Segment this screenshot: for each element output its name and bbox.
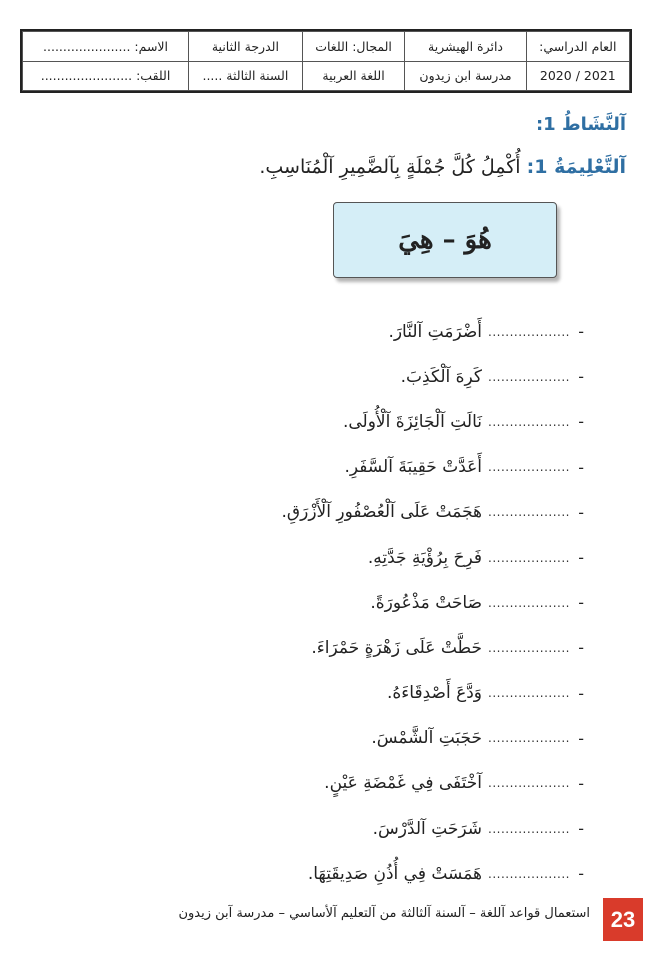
list-dash: - [578,638,584,658]
list-dash: - [578,819,584,839]
surname-field: اللقب: ....................... [23,61,189,91]
pronoun-box: هُوَ – هِيَ [333,202,557,278]
year-value: 2021 / 2020 [526,61,629,91]
blank-field: ................... [488,776,570,791]
sentence-text: هَجَمَتْ عَلَى آلْعُصْفُورِ آلْأَزْرَقِ. [281,502,483,523]
blank-field: ................... [488,460,570,475]
blank-field: ................... [488,640,570,655]
sentence-text: هَمَسَتْ فِي أُذُنِ صَدِيقَتِهَا. [307,863,483,884]
list-dash: - [578,683,584,703]
list-dash: - [578,457,584,477]
list-dash: - [578,502,584,522]
district: دائرة الهيشرية [405,32,526,62]
sentence-item [282,851,584,896]
list-dash: - [578,773,584,793]
list-dash: - [578,593,584,613]
sentence-text: صَاحَتْ مَذْعُورَةً. [370,592,483,613]
blank-field: ................... [488,595,570,610]
sentence-text: أَعَدَّتْ حَقِيبَةَ آلسَّفَرِ. [344,457,483,478]
year-label: العام الدراسي: [526,32,629,62]
blank-field: ................... [488,821,570,836]
activity-title: آلنَّشَاطُ 1: [535,114,626,135]
year-class: السنة الثالثة ..... [189,61,303,91]
sentence-item [282,354,584,399]
sentence-item [282,761,584,806]
blank-field: ................... [488,550,570,565]
instruction [259,156,626,178]
list-dash: - [578,864,584,884]
sentence-item [282,445,584,490]
sentence-item [282,399,584,444]
list-dash: - [578,367,584,387]
blank-field: ................... [488,505,570,520]
sentence-item [282,535,584,580]
sentence-text: شَرَحَتِ آلدَّرْسَ. [372,818,483,839]
domain: المجال: اللغات [302,32,405,62]
sentence-item [281,490,584,535]
instruction-label: آلتَّعْلِيمَةُ 1: [526,156,626,178]
sentence-text: آخْتَفَى فِي غَمْضَةِ عَيْنٍ. [324,773,483,794]
sentence-text: حَجَبَتِ آلشَّمْسَ. [371,728,483,749]
blank-field: ................... [488,686,570,701]
sentence-text: وَدَّعَ أَصْدِقَاءَهُ. [386,683,483,704]
instruction-text: أُكْمِلُ كُلَّ جُمْلَةٍ بِآلضَّمِيرِ آلْمُنَاسِبِ. [259,156,521,178]
sentence-text: نَالَتِ آلْجَائِزَةَ آلْأُولَى. [342,411,483,432]
sentence-text: كَرِهَ آلْكَذِبَ. [400,366,483,387]
list-dash: - [578,548,584,568]
blank-field: ................... [488,414,570,429]
footer-text: استعمال قواعد آللغة – آلسنة آلثالثة من آلتعليم آلأساسي – مدرسة آبن زيدون [178,906,590,921]
blank-field: ................... [488,731,570,746]
sentence-text: أَضْرَمَتِ آلنَّارَ. [388,321,483,342]
list-dash: - [578,728,584,748]
name-field: الاسم: ...................... [23,32,189,62]
sentence-text: فَرِحَ بِرُؤْيَةِ جَدَّتِهِ. [367,547,483,568]
sentence-item [282,716,584,761]
sentence-item [282,806,584,851]
blank-field: ................... [488,866,570,881]
page-number: 23 [603,898,643,941]
sentence-list [281,309,584,896]
list-dash: - [578,412,584,432]
blank-field: ................... [488,324,570,339]
school: مدرسة ابن زيدون [405,61,526,91]
sentence-item [282,580,584,625]
sentence-item [282,625,584,670]
grade-level: الدرجة الثانية [189,32,303,62]
sentence-text: حَطَّتْ عَلَى زَهْرَةٍ حَمْرَاءَ. [311,637,483,658]
blank-field: ................... [488,369,570,384]
list-dash: - [578,322,584,342]
subject: اللغة العربية [302,61,405,91]
sentence-item [282,671,584,716]
header-table [20,29,632,93]
sentence-item [282,309,584,354]
